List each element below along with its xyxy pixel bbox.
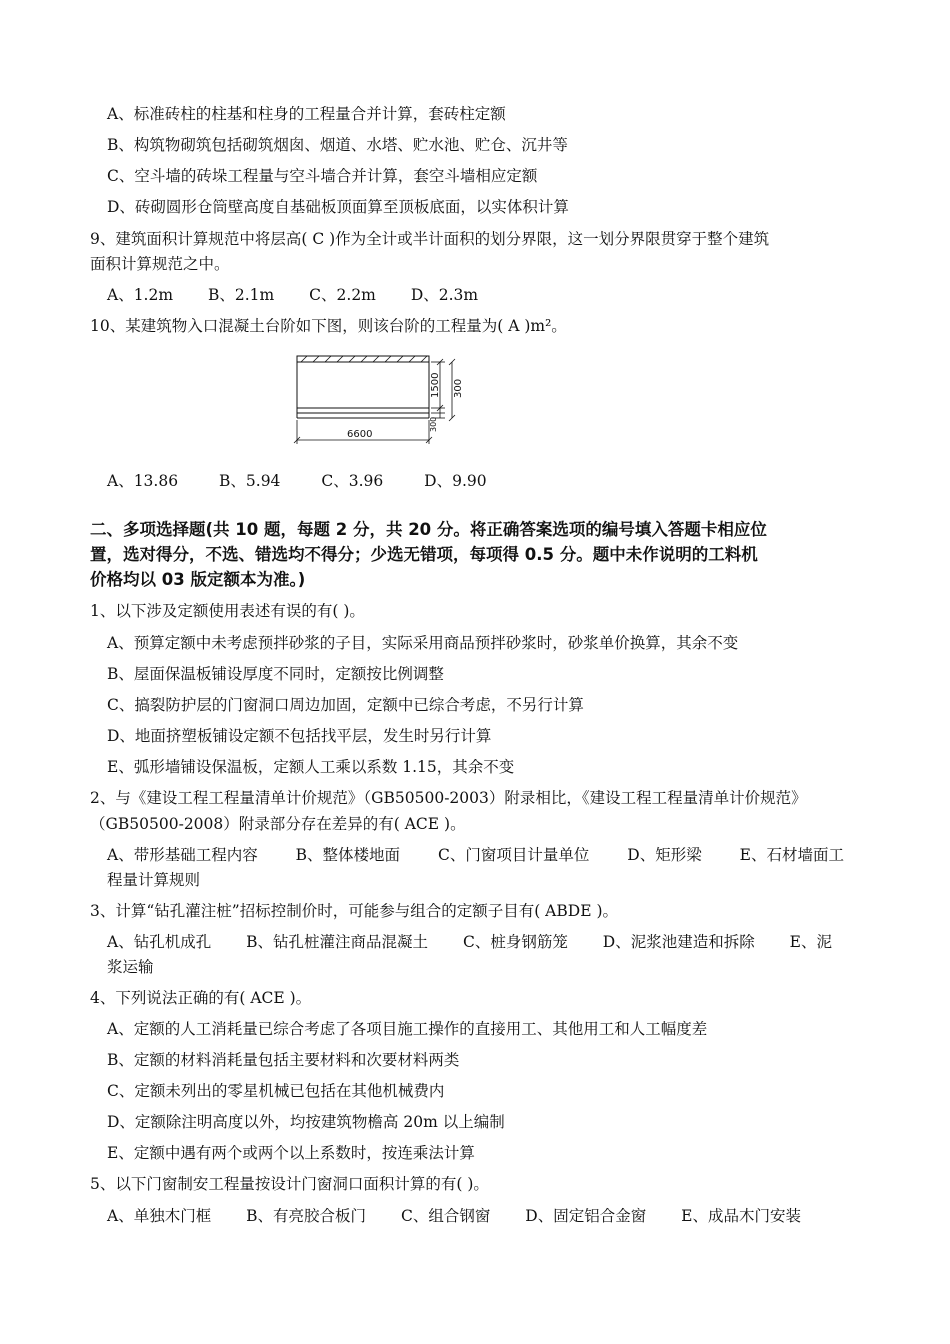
q8-option-a: A、标准砖柱的柱基和柱身的工程量合并计算，套砖柱定额	[107, 105, 506, 123]
q9-option-c: C、2.2m	[309, 286, 376, 304]
step-diagram	[285, 352, 465, 452]
mq4-option-a: A、定额的人工消耗量已综合考虑了各项目施工操作的直接用工、其他用工和人工幅度差	[107, 1020, 708, 1038]
q10-options	[107, 470, 487, 492]
mq5-option-b: B、有亮胶合板门	[246, 1207, 367, 1225]
mq2-option-e-continued: 程量计算规则	[107, 871, 201, 889]
mq5-option-d: D、固定铝合金窗	[525, 1207, 647, 1225]
mq2-options	[107, 844, 844, 866]
q8-option-d: D、砖砌圆形仓筒壁高度自基础板顶面算至顶板底面，以实体积计算	[107, 198, 569, 216]
q9-option-a: A、1.2m	[107, 286, 174, 304]
q10-option-d: D、9.90	[424, 472, 487, 490]
mq3-option-b: B、钻孔桩灌注商品混凝土	[246, 933, 429, 951]
q9-option-d: D、2.3m	[410, 286, 479, 304]
mq2-option-c: C、门窗项目计量单位	[437, 846, 590, 864]
q9-stem-line1: 9、建筑面积计算规范中将层高( C )作为全计或半计面积的划分界限，这一划分界限贯穿于整个建筑	[90, 230, 770, 248]
mq4-stem: 4、下列说法正确的有( ACE )。	[90, 989, 312, 1007]
q9-options	[107, 284, 478, 306]
mq5-option-c: C、组合钢窗	[400, 1207, 491, 1225]
mq2-option-b: B、整体楼地面	[295, 846, 401, 864]
mq3-option-d: D、泥浆池建造和拆除	[602, 933, 755, 951]
mq5-option-a: A、单独木门框	[107, 1207, 212, 1225]
q10-stem: 10、某建筑物入口混凝土台阶如下图，则该台阶的工程量为( A )m²。	[90, 317, 567, 335]
mq3-option-e: E、泥	[789, 933, 832, 951]
height-dimension-label: 1500	[430, 372, 441, 398]
mq3-option-c: C、桩身钢筋笼	[462, 933, 568, 951]
section2-heading-line2: 置，选对得分，不选、错选均不得分；少选无错项，每项得 0.5 分。题中未作说明的工料机	[90, 545, 758, 564]
step-dimension-label-right: 300	[453, 378, 464, 398]
q8-option-b: B、构筑物砌筑包括砌筑烟囱、烟道、水塔、贮水池、贮仓、沉井等	[107, 136, 568, 154]
mq2-stem-line1: 2、与《建设工程工程量清单计价规范》（GB50500-2003）附录相比，《建设工程工程量清单计价规范》	[90, 789, 807, 807]
mq3-options	[107, 931, 832, 953]
q8-option-c: C、空斗墙的砖垛工程量与空斗墙合并计算，套空斗墙相应定额	[107, 167, 538, 185]
mq4-option-d: D、定额除注明高度以外，均按建筑物檐高 20m 以上编制	[107, 1113, 505, 1131]
mq5-options	[107, 1205, 801, 1227]
mq4-option-b: B、定额的材料消耗量包括主要材料和次要材料两类	[107, 1051, 460, 1069]
step-dimension-label-lower: 300	[429, 416, 438, 432]
q10-option-b: B、5.94	[219, 472, 281, 490]
mq1-option-e: E、弧形墙铺设保温板，定额人工乘以系数 1.15，其余不变	[107, 758, 515, 776]
mq1-option-a: A、预算定额中未考虑预拌砂浆的子目，实际采用商品预拌砂浆时，砂浆单价换算，其余不变	[107, 634, 739, 652]
mq1-option-d: D、地面挤塑板铺设定额不包括找平层，发生时另行计算	[107, 727, 492, 745]
mq3-option-e-continued: 浆运输	[107, 958, 154, 976]
mq3-option-a: A、钻孔机成孔	[107, 933, 212, 951]
mq2-option-a: A、带形基础工程内容	[107, 846, 258, 864]
q9-option-b: B、2.1m	[207, 286, 275, 304]
section2-heading-line3: 价格均以 03 版定额本为准。)	[90, 570, 306, 589]
mq1-option-c: C、搞裂防护层的门窗洞口周边加固，定额中已综合考虑，不另行计算	[107, 696, 584, 714]
mq5-stem: 5、以下门窗制安工程量按设计门窗洞口面积计算的有( )。	[90, 1175, 489, 1193]
q10-option-a: A、13.86	[107, 472, 179, 490]
mq1-stem: 1、以下涉及定额使用表述有误的有( )。	[90, 602, 365, 620]
mq2-stem-line2: （GB50500-2008）附录部分存在差异的有( ACE )。	[90, 815, 466, 833]
q9-stem-line2: 面积计算规范之中。	[90, 255, 230, 273]
mq3-stem: 3、计算“钻孔灌注桩”招标控制价时，可能参与组合的定额子目有( ABDE )。	[90, 902, 618, 920]
mq2-option-e: E、石材墙面工	[739, 846, 844, 864]
mq2-option-d: D、矩形梁	[627, 846, 702, 864]
q10-option-c: C、3.96	[321, 472, 384, 490]
mq4-option-e: E、定额中遇有两个或两个以上系数时，按连乘法计算	[107, 1144, 475, 1162]
mq5-option-e: E、成品木门安装	[681, 1207, 801, 1225]
section2-heading-line1: 二、多项选择题(共 10 题，每题 2 分，共 20 分。将正确答案选项的编号填入答题卡相应位	[90, 520, 767, 539]
mq1-option-b: B、屋面保温板铺设厚度不同时，定额按比例调整	[107, 665, 444, 683]
mq4-option-c: C、定额未列出的零星机械已包括在其他机械费内	[107, 1082, 445, 1100]
width-dimension-label: 6600	[347, 429, 373, 440]
